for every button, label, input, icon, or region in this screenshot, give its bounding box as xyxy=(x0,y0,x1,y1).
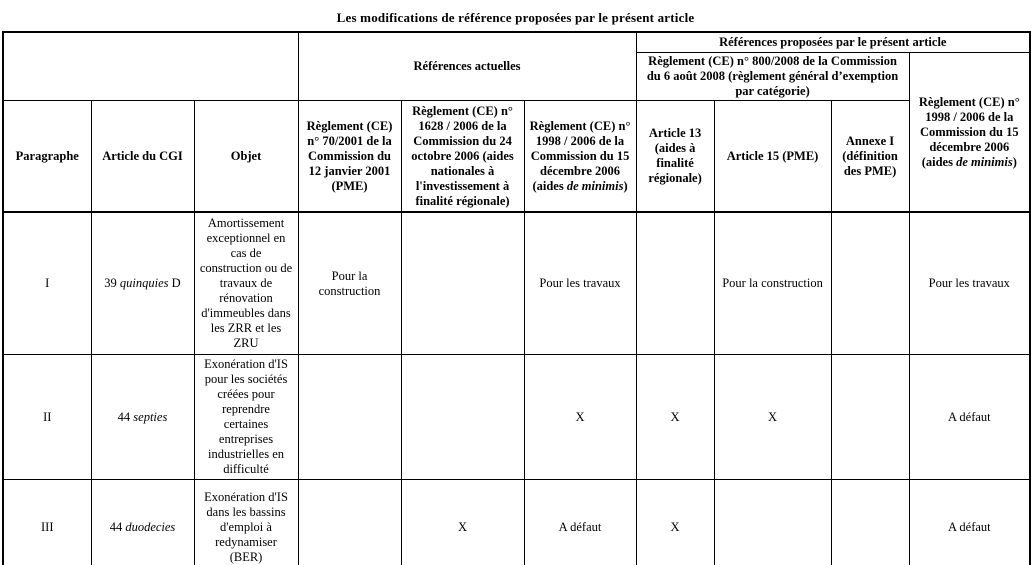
header-text-pre: Règlement (CE) n° 1998 / 2006 de la Commission du 15 décembre 2006 (aides xyxy=(918,94,1020,169)
article-text-post: D xyxy=(168,276,181,290)
cell-reg-1998-actuel: X xyxy=(524,355,636,480)
cell-annexe-1 xyxy=(831,212,909,355)
cell-article-15 xyxy=(714,480,831,565)
header-paragraphe: Paragraphe xyxy=(3,101,91,213)
header-article-15: Article 15 (PME) xyxy=(714,101,831,213)
cell-article-13: X xyxy=(636,355,714,480)
table-title: Les modifications de référence proposées par le présent article xyxy=(336,10,695,25)
article-text-pre: 44 xyxy=(117,409,134,424)
header-objet: Objet xyxy=(194,101,298,213)
header-row-3 xyxy=(3,101,1030,213)
cell-article-13 xyxy=(636,212,714,355)
references-table xyxy=(2,31,1031,565)
cell-reg-1998-actuel: Pour les travaux xyxy=(524,212,636,355)
cell-article-13: X xyxy=(636,480,714,565)
header-row-1 xyxy=(3,32,1030,53)
cell-reg-70-2001: Pour la construction xyxy=(298,212,401,355)
cell-article-cgi xyxy=(91,480,194,565)
cell-annexe-1 xyxy=(831,355,909,480)
header-reglement-1998-2006-propose xyxy=(909,53,1030,213)
table-row-I xyxy=(3,212,1030,355)
cell-annexe-1 xyxy=(831,480,909,565)
header-text-post: ) xyxy=(1012,154,1017,169)
header-text-italic: de minimis xyxy=(566,178,624,193)
header-references-proposees: Références proposées par le présent article xyxy=(636,32,1030,53)
cell-paragraphe: I xyxy=(3,212,91,355)
cell-reg-1998-propose: Pour les travaux xyxy=(909,212,1030,355)
empty-corner-cell xyxy=(3,32,298,101)
cell-reg-70-2001 xyxy=(298,480,401,565)
header-article-du-cgi: Article du CGI xyxy=(91,101,194,213)
header-text-pre: Règlement (CE) n° 1998 / 2006 de la Commission du 15 décembre 2006 (aides xyxy=(529,118,631,193)
cell-article-cgi xyxy=(91,212,194,355)
article-text-italic: septies xyxy=(133,409,168,424)
cell-reg-1998-propose: A défaut xyxy=(909,355,1030,480)
header-article-13: Article 13 (aides à finalité régionale) xyxy=(636,101,714,213)
cell-reg-1628-2006: X xyxy=(401,480,524,565)
header-reglement-1628-2006: Règlement (CE) n° 1628 / 2006 de la Commission du 24 octobre 2006 (aides nationales à l'investissement à finalité régionale) xyxy=(401,101,524,213)
cell-reg-1998-propose: A défaut xyxy=(909,480,1030,565)
cell-reg-1628-2006 xyxy=(401,355,524,480)
header-annexe-1: Annexe I (définition des PME) xyxy=(831,101,909,213)
article-text-pre: 44 xyxy=(109,519,126,534)
table-row-II xyxy=(3,355,1030,480)
cell-objet: Exonération d'IS pour les sociétés créées pour reprendre certaines entreprises industrielles en difficulté xyxy=(194,355,298,480)
cell-objet: Amortissement exceptionnel en cas de construction ou de travaux de rénovation d'immeubles dans les ZRR et les ZRU xyxy=(194,212,298,355)
header-reglement-800-2008: Règlement (CE) n° 800/2008 de la Commission du 6 août 2008 (règlement général d’exemption par catégorie) xyxy=(636,53,909,101)
table-row-III xyxy=(3,480,1030,565)
article-text-italic: quinquies xyxy=(119,276,169,290)
cell-paragraphe: III xyxy=(3,480,91,565)
cell-article-15: X xyxy=(714,355,831,480)
cell-reg-1998-actuel: A défaut xyxy=(524,480,636,565)
header-text-italic: de minimis xyxy=(956,154,1013,169)
cell-paragraphe: II xyxy=(3,355,91,480)
cell-article-15: Pour la construction xyxy=(714,212,831,355)
cell-article-cgi xyxy=(91,355,194,480)
cell-objet: Exonération d'IS dans les bassins d'emploi à redynamiser (BER) xyxy=(194,480,298,565)
article-text-pre: 39 xyxy=(104,276,120,290)
header-reglement-70-2001: Règlement (CE) n° 70/2001 de la Commission du 12 janvier 2001 (PME) xyxy=(298,101,401,213)
header-references-actuelles: Références actuelles xyxy=(298,32,636,101)
cell-reg-1628-2006 xyxy=(401,212,524,355)
article-text-italic: duodecies xyxy=(125,519,176,534)
cell-reg-70-2001 xyxy=(298,355,401,480)
header-text-post: ) xyxy=(623,178,628,193)
header-reglement-1998-2006-actuel xyxy=(524,101,636,213)
